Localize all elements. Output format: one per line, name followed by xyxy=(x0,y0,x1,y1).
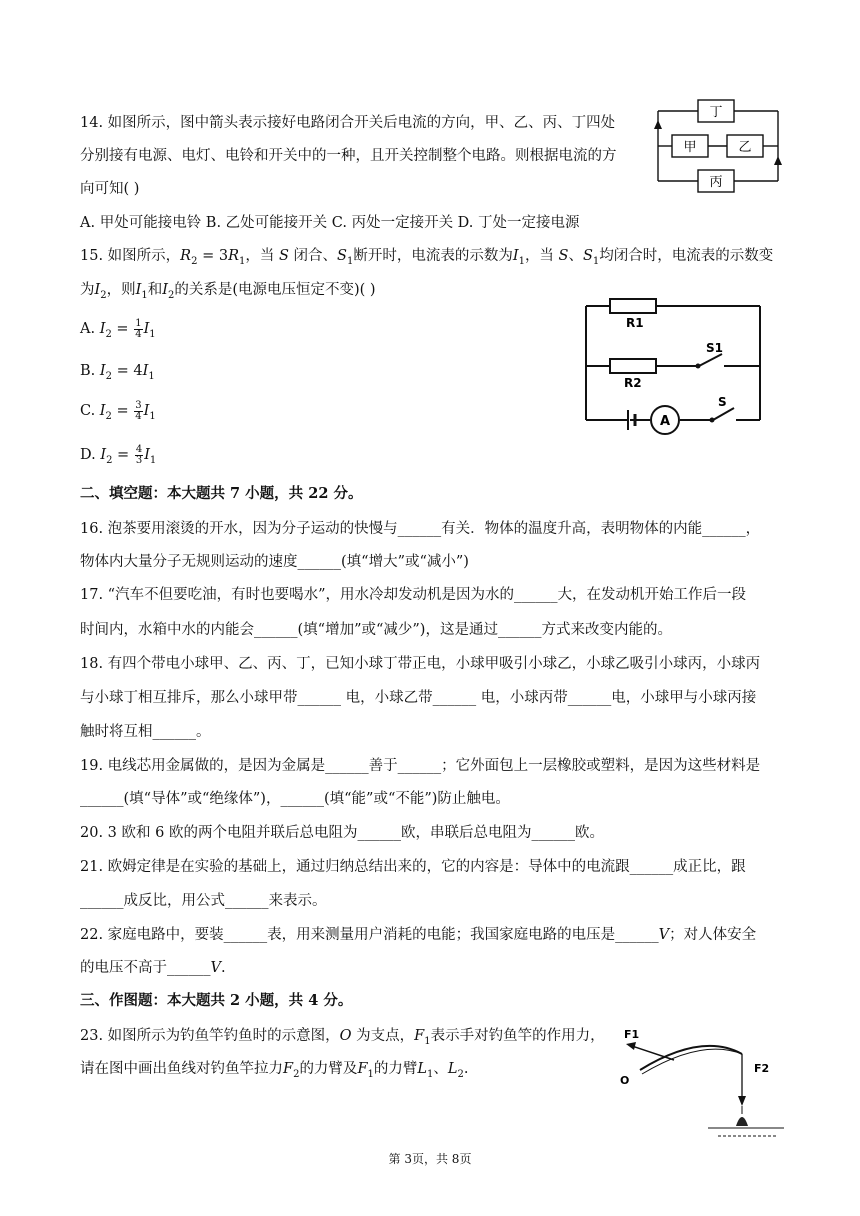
q17-line-1: 17. “汽车不但要吃油，有时也要喝水”，用水冷却发动机是因为水的______大，在发动机开始工作后一段 xyxy=(80,587,746,603)
q18-line-3: 触时将互相______。 xyxy=(80,724,211,740)
q14-line-2: 分别接有电源、电灯、电铃和开关中的一种，且开关控制整个电路。则根据电流的方 xyxy=(80,148,617,164)
q20-line: 20. 3 欧和 6 欧的两个电阻并联后总电阻为______欧，串联后总电阻为______欧。 xyxy=(80,825,604,841)
q23-label-f1: F1 xyxy=(624,1028,640,1041)
q19-line-2: ______(填“导体”或“绝缘体”)，______(填“能”或“不能”)防止触电。 xyxy=(80,791,510,807)
q15-line-1: 15. 如图所示，$R_2 = 3R_1$，当 S 闭合、$S_1$断开时，电流表的示数为$I_1$，当 S、$S_1$均闭合时，电流表的示数变 xyxy=(80,248,774,267)
section-2-heading: 二、填空题：本大题共 7 小题，共 22 分。 xyxy=(80,485,363,502)
q14-circuit-figure xyxy=(650,96,785,196)
q15-label-r1: R1 xyxy=(626,316,644,330)
page-footer: 第 3页，共 8页 xyxy=(388,1152,472,1166)
q21-line-1: 21. 欧姆定律是在实验的基础上，通过归纳总结出来的，它的内容是：导体中的电流跟______成正比，跟 xyxy=(80,859,746,875)
q15-circuit-figure xyxy=(578,296,768,438)
q15-option-a: A. $I_2$ = $\frac{1}{4}$ $I_1$ xyxy=(80,317,156,340)
q23-label-f2: F2 xyxy=(754,1062,770,1075)
q15-option-b: B. $I_2 = 4I_1$ xyxy=(80,363,155,382)
q14-options: A. 甲处可能接电铃 B. 乙处可能接开关 C. 丙处一定接开关 D. 丁处一定接电源 xyxy=(80,215,580,231)
q15-label-s1: S1 xyxy=(706,341,723,355)
q14-line-1: 14. 如图所示，图中箭头表示接好电路闭合开关后电流的方向，甲、乙、丙、丁四处 xyxy=(80,115,616,131)
q21-line-2: ______成反比，用公式______来表示。 xyxy=(80,893,327,909)
q16-line-1: 16. 泡茶要用滚烫的开水，因为分子运动的快慢与______有关．物体的温度升高，表明物体的内能______， xyxy=(80,521,761,537)
q15-option-c: C. $I_2$ = $\frac{3}{4}$ $I_1$ xyxy=(80,399,156,422)
section-3-heading: 三、作图题：本大题共 2 小题，共 4 分。 xyxy=(80,992,353,1009)
q23-label-o: O xyxy=(620,1074,630,1087)
q14-label-yi: 乙 xyxy=(738,140,752,155)
q15-label-s: S xyxy=(718,395,727,409)
q23-line-1: 23. 如图所示为钓鱼竿钓鱼时的示意图，O 为支点，$F_1$表示手对钓鱼竿的作用力， xyxy=(80,1028,605,1047)
q18-line-2: 与小球丁相互排斥，那么小球甲带______ 电，小球乙带______ 电，小球丙带______电，小球甲与小球丙接 xyxy=(80,690,757,706)
q22-line-2: 的电压不高于______V. xyxy=(80,960,226,976)
q18-line-1: 18. 有四个带电小球甲、乙、丙、丁，已知小球丁带正电，小球甲吸引小球乙，小球乙吸引小球丙，小球丙 xyxy=(80,656,761,672)
q19-line-1: 19. 电线芯用金属做的，是因为金属是______善于______；它外面包上一层橡胶或塑料，是因为这些材料是 xyxy=(80,758,761,774)
q14-label-bing: 丙 xyxy=(709,175,723,190)
q14-line-3: 向可知( ) xyxy=(80,181,140,197)
q23-line-2: 请在图中画出鱼线对钓鱼竿拉力$F_2$的力臂及$F_1$的力臂$L_1$、$L_2$. xyxy=(80,1061,469,1080)
q15-label-r2: R2 xyxy=(624,376,642,390)
q14-label-ding: 丁 xyxy=(709,105,723,120)
q17-line-2: 时间内，水箱中水的内能会______(填“增加”或“减少”)，这是通过______方式来改变内能的。 xyxy=(80,622,672,638)
q15-line-2: 为$I_2$，则$I_1$和$I_2$的关系是(电源电压恒定不变)( ) xyxy=(80,282,376,301)
q15-option-d: D. $I_2$ = $\frac{4}{3}$ $I_1$ xyxy=(80,443,157,466)
q16-line-2: 物体内大量分子无规则运动的速度______(填“增大”或“减小”) xyxy=(80,554,469,570)
q14-label-jia: 甲 xyxy=(683,140,697,155)
q15-ammeter-label: A xyxy=(659,414,671,429)
q23-fishing-rod-figure xyxy=(612,1022,787,1146)
q22-line-1: 22. 家庭电路中，要装______表，用来测量用户消耗的电能；我国家庭电路的电压是______V；对人体安全 xyxy=(80,927,757,943)
